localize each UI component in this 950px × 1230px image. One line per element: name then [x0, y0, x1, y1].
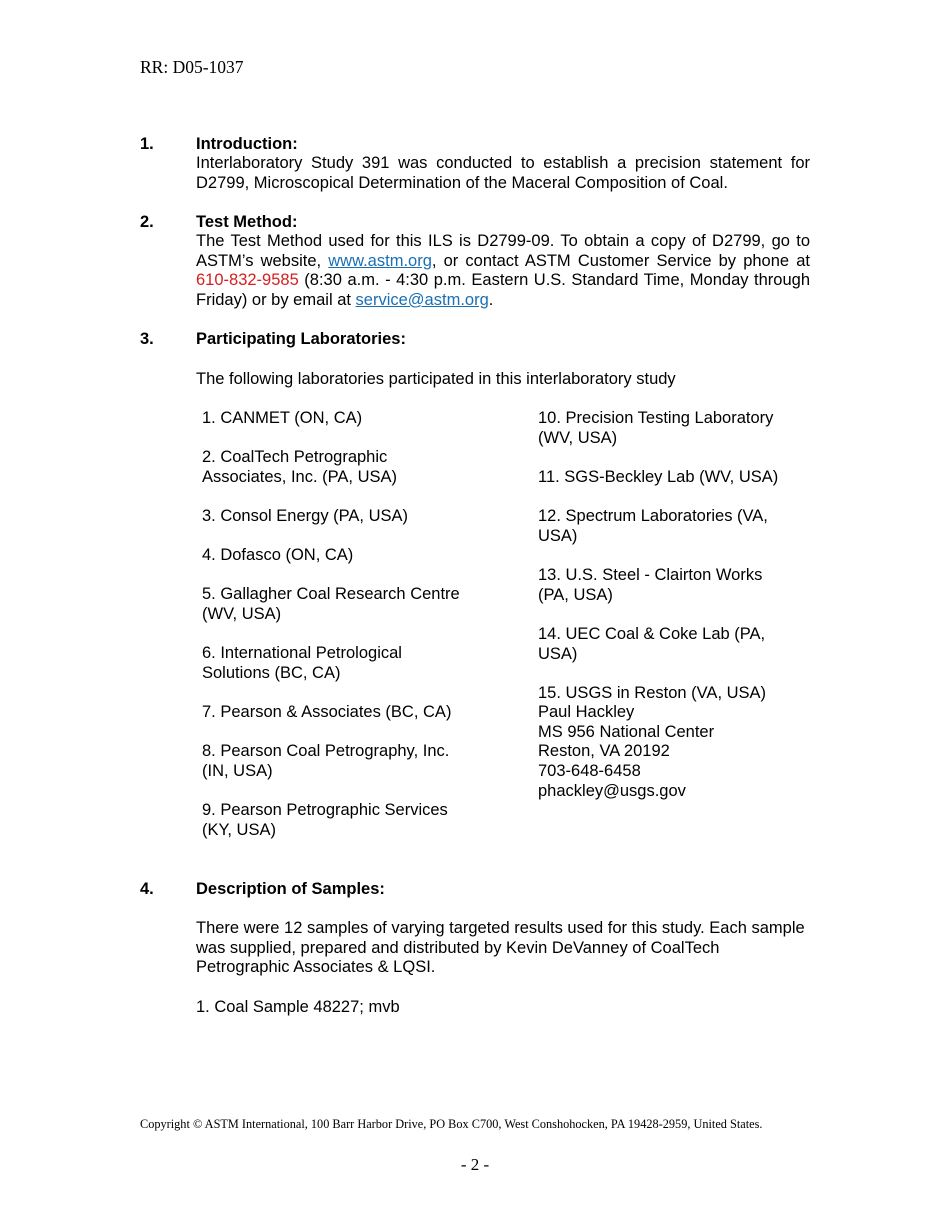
section-number-intro: 1.: [140, 135, 154, 153]
section-number-labs: 3.: [140, 330, 154, 348]
sample-item: 1. Coal Sample 48227; mvb: [196, 998, 400, 1016]
lab-item: 1. CANMET (ON, CA): [202, 409, 363, 427]
method-text-4: .: [488, 290, 494, 309]
section-title-intro: Introduction:: [196, 135, 298, 153]
section-title-labs: Participating Laboratories:: [196, 330, 406, 348]
lab-item: 2. CoalTech Petrographic Associates, Inc. (PA, USA): [202, 448, 398, 486]
lab-item: 7. Pearson & Associates (BC, CA): [202, 703, 452, 721]
lab-item: 13. U.S. Steel - Clairton Works (PA, USA): [538, 566, 763, 604]
intro-paragraph: Interlaboratory Study 391 was conducted to establish a precision statement for D2799, Microscopical Determination of the Maceral Composition of Coal.: [196, 154, 810, 192]
contact-city: Reston, VA 20192: [538, 742, 670, 760]
method-text-3: (8:30 a.m. - 4:30 p.m. Eastern U.S. Standard Time, Monday through Friday) or by email at: [196, 271, 810, 309]
method-text-2: , or contact ASTM Customer Service by phone at: [431, 251, 810, 270]
method-text-1: The Test Method used for this ILS is D2799-09. To obtain a copy of D2799, go to ASTM’s website,: [196, 232, 810, 270]
section-number-method: 2.: [140, 213, 154, 231]
section-number-samples: 4.: [140, 880, 154, 898]
contact-email: phackley@usgs.gov: [538, 782, 686, 800]
lab-item: 9. Pearson Petrographic Services (KY, USA): [202, 801, 448, 839]
contact-name: Paul Hackley: [538, 703, 635, 721]
labs-intro: The following laboratories participated in this interlaboratory study: [196, 370, 676, 388]
service-email-link[interactable]: service@astm.org: [355, 290, 489, 309]
astm-website-link[interactable]: www.astm.org: [328, 251, 432, 270]
method-paragraph: [196, 232, 810, 310]
copyright-notice: Copyright © ASTM International, 100 Barr Harbor Drive, PO Box C700, West Conshohocken, PA 19428-2959, United States.: [140, 1117, 763, 1131]
lab-item: 8. Pearson Coal Petrography, Inc. (IN, USA): [202, 742, 450, 780]
samples-paragraph: There were 12 samples of varying targeted results used for this study. Each sample was supplied, prepared and distributed by Kevin DeVanney of CoalTech Petrographic Associates & LQSI.: [196, 919, 805, 977]
phone-number: 610-832-9585: [196, 271, 299, 290]
lab-item: 12. Spectrum Laboratories (VA, USA): [538, 507, 768, 545]
lab-item: 3. Consol Energy (PA, USA): [202, 507, 409, 525]
lab-item: 5. Gallagher Coal Research Centre (WV, USA): [202, 585, 460, 623]
lab-item: 11. SGS-Beckley Lab (WV, USA): [538, 468, 779, 486]
contact-phone: 703-648-6458: [538, 762, 641, 780]
section-title-method: Test Method:: [196, 213, 298, 231]
lab-item: 15. USGS in Reston (VA, USA): [538, 684, 767, 702]
lab-item: 10. Precision Testing Laboratory (WV, USA): [538, 409, 774, 447]
page-number: - 2 -: [460, 1155, 490, 1174]
lab-item: 4. Dofasco (ON, CA): [202, 546, 354, 564]
contact-address: MS 956 National Center: [538, 723, 715, 741]
lab-item: 14. UEC Coal & Coke Lab (PA, USA): [538, 625, 766, 663]
section-title-samples: Description of Samples:: [196, 880, 385, 898]
report-reference: RR: D05-1037: [140, 57, 244, 77]
lab-item: 6. International Petrological Solutions (BC, CA): [202, 644, 402, 682]
